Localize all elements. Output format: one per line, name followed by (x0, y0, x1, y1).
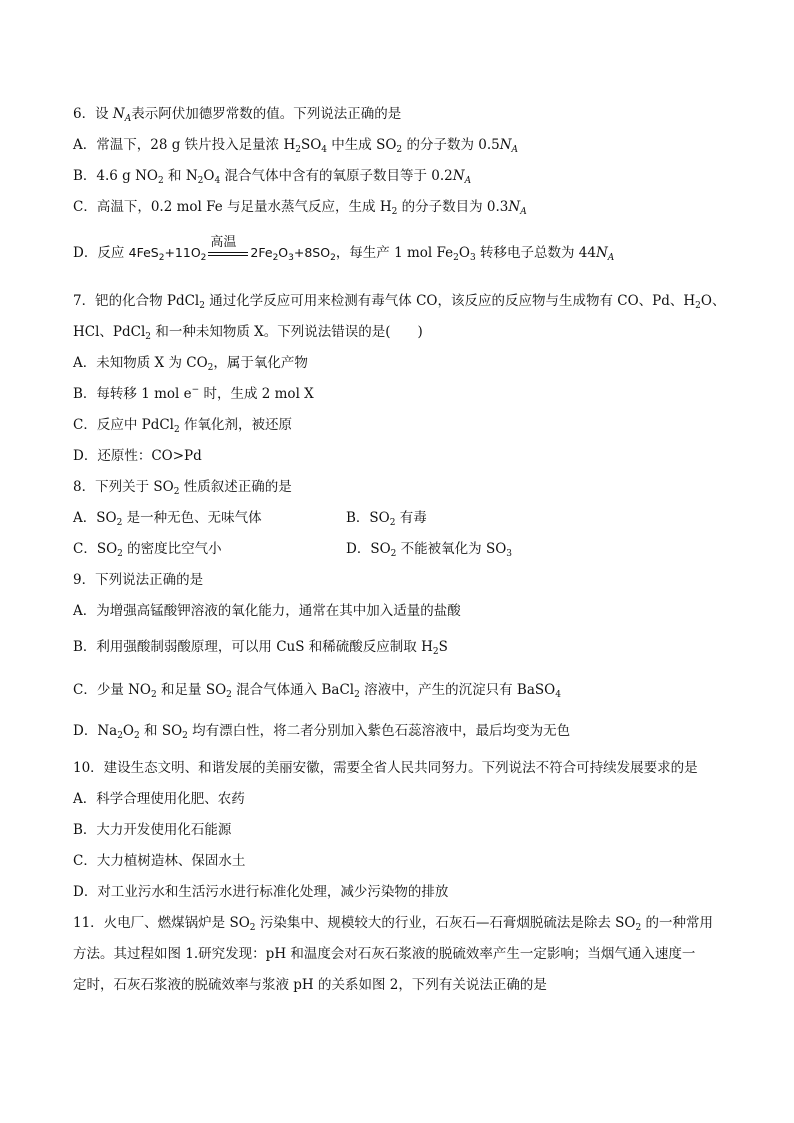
q9-stem: 9．下列说法正确的是 (73, 572, 204, 588)
q6-option-b: B．4.6 g $NO_2$ 和 $N_2O_4$ 混合气体中含有的氧原子数目等于 $0.2N_A$ (73, 168, 472, 186)
q10-option-b: B．大力开发使用化石能源 (73, 822, 232, 838)
q8-option-d: D．$SO_2$ 不能被氧化为 $SO_3$ (346, 541, 513, 559)
q11-stem-line1: 11．火电厂、燃煤锅炉是 $SO_2$ 污染集中、规模较大的行业，石灰石—石膏烟脱硫法是除去 $SO_2$ 的一种常用 (73, 915, 713, 933)
q8-option-c: C．$SO_2$ 的密度比空气小 (73, 541, 222, 559)
q9-option-d: D．$Na_2O_2$ 和 $SO_2$ 均有漂白性，将二者分别加入紫色石蕊溶液中，最后均变为无色 (73, 723, 571, 741)
q10-option-c: C．大力植树造林、保固水土 (73, 853, 246, 869)
q10-stem: 10．建设生态文明、和谐发展的美丽安徽，需要全省人民共同努力。下列说法不符合可持续发展要求的是 (73, 760, 698, 776)
q11-stem-line2: 方法。其过程如图 1.研究发现：pH 和温度会对石灰石浆液的脱硫效率产生一定影响；当烟气通入速度一 (73, 946, 696, 962)
q9-option-c: C．少量 $NO_2$ 和足量 $SO_2$ 混合气体通入 BaCl$_2$ 溶液中，产生的沉淀只有 BaSO$_4$ (73, 682, 561, 700)
q6-option-d: D．反应 $4FeS_2+11O_2$ 高温 $2Fe_2O_3+8SO_2$，每生产 1 mol $Fe_2O_3$ 转移电子总数为 $44N_A$ (73, 234, 615, 263)
q6-option-a: A．常温下，28 g 铁片投入足量浓 $H_2SO_4$ 中生成 $SO_2$ 的分子数为 $0.5N_A$ (73, 137, 519, 155)
chemical-equation: $4FeS_2+11O_2$ 高温 $2Fe_2O_3+8SO_2$ (128, 234, 336, 263)
q10-option-d: D．对工业污水和生活污水进行标准化处理，减少污染物的排放 (73, 884, 449, 900)
q7-option-c: C．反应中 PdCl$_2$ 作氧化剂，被还原 (73, 417, 293, 435)
q6-option-c: C．高温下，0.2 mol Fe 与足量水蒸气反应，生成 $H_2$ 的分子数目为 $0.3N_A$ (73, 199, 527, 217)
q11-stem-line3: 定时，石灰石浆液的脱硫效率与浆液 pH 的关系如图 2，下列有关说法正确的是 (73, 977, 547, 993)
q7-option-d: D．还原性：CO>Pd (73, 448, 202, 464)
q8-option-b: B．$SO_2$ 有毒 (346, 510, 427, 528)
reaction-arrow: 高温 (208, 248, 248, 260)
q7-stem-line2: HCl、PdCl$_2$ 和一种未知物质 X。下列说法错误的是( ) (73, 324, 423, 342)
q7-stem-line1: 7．钯的化合物 PdCl$_2$ 通过化学反应可用来检测有毒气体 CO，该反应的反应物与生成物有 CO、Pd、$H_2O$、 (73, 293, 726, 311)
q8-stem: 8．下列关于 $SO_2$ 性质叙述正确的是 (73, 479, 292, 497)
q10-option-a: A．科学合理使用化肥、农药 (73, 791, 245, 807)
q6-stem: 6．设 $N_A$表示阿伏加德罗常数的值。下列说法正确的是 (73, 106, 402, 124)
q8-option-a: A．$SO_2$ 是一种无色、无味气体 (73, 510, 262, 528)
q9-option-a: A．为增强高锰酸钾溶液的氧化能力，通常在其中加入适量的盐酸 (73, 603, 461, 619)
q7-option-b: B．每转移 1 mol e− 时，生成 2 mol X (73, 385, 314, 402)
q7-option-a: A．未知物质 X 为 $CO_2$，属于氧化产物 (73, 355, 308, 373)
q9-option-b: B．利用强酸制弱酸原理，可以用 CuS 和稀硫酸反应制取 $H_2S$ (73, 639, 448, 657)
